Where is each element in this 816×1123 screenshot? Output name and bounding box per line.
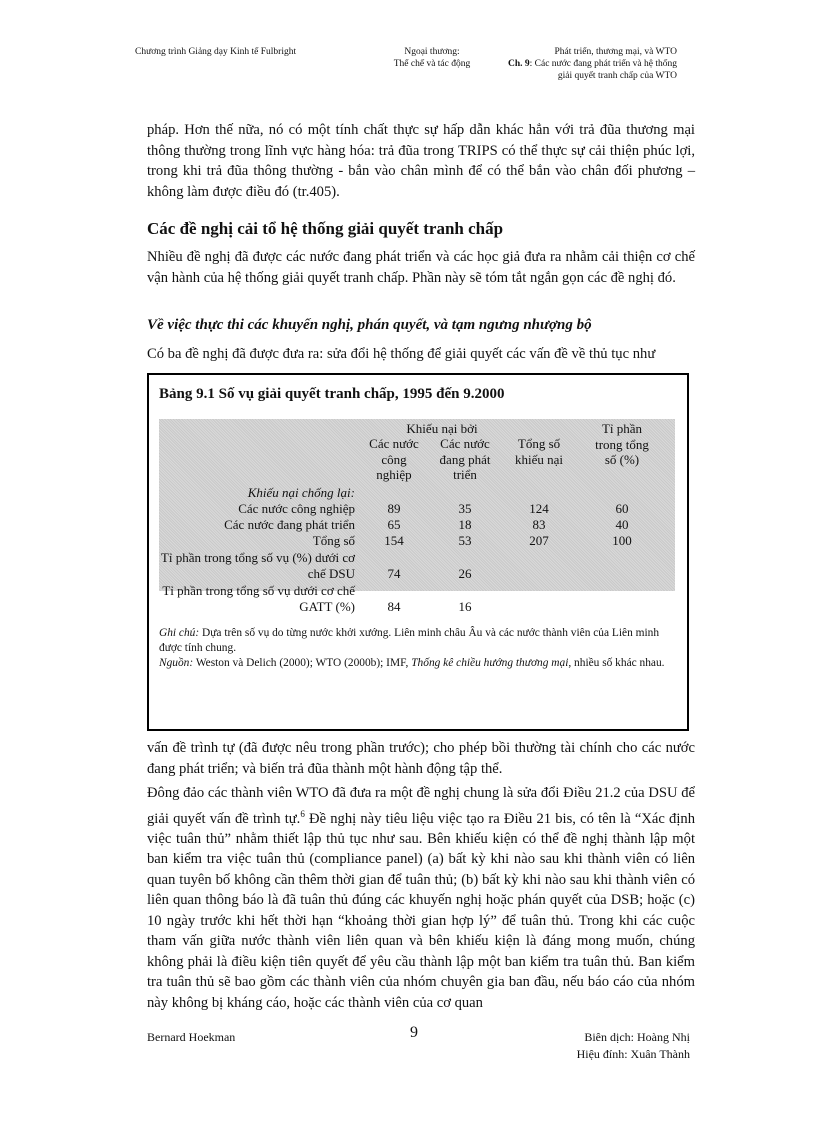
table-cell: 83	[532, 517, 546, 532]
table-row-label: Các nước công nghiệp	[238, 501, 355, 516]
section-title: Các đề nghị cải tổ hệ thống giải quyết tranh chấp	[147, 219, 504, 238]
table-title: Bảng 9.1 Số vụ giải quyết tranh chấp, 1995 đến 9.2000	[159, 386, 505, 402]
chapter-number: Ch. 9	[507, 59, 530, 69]
table-cell: 53	[458, 533, 472, 548]
note-text: Dựa trên số vụ do từng nước khởi xướng. Liên minh châu Âu và các nước thành viên của Liên minh được tính chung.	[159, 627, 660, 654]
table-cell: 154	[384, 533, 404, 548]
table-cell: 65	[387, 517, 401, 532]
note-label: Ghi chú:	[159, 627, 200, 639]
table-cell: 16	[458, 599, 472, 614]
table-cell: 124	[529, 501, 549, 516]
table-col-developing: Các nước đang phát triển	[439, 436, 491, 482]
source-italic: Thống kê chiều hướng thương mại	[411, 657, 569, 669]
table-cell: 84	[387, 599, 401, 614]
table-row-group-label: Khiếu nại chống lại:	[247, 485, 355, 500]
paragraph-5-start: Đông đảo các thành viên WTO đã đưa ra một đề nghị chung là sửa đổi Điều 21.2 của DSU để giải quyết vấn đề trình tự.	[147, 785, 695, 827]
paragraph-5-rest: Đề nghị này tiêu liệu việc tạo ra Điều 21 bis, có tên là “Xác định việc tuân thủ” nhằm thiết lập thủ tục như sau. Bên khiếu kiện có thể đề nghị thành lập một ban kiểm tra việc tuân thủ (compliance panel) (a) bất kỳ khi nào sau khi thành viên có liên quan tuyên bố không cần thêm thời gian để tuân thủ; (b) bất kỳ khi nào sau khi thành viên có liên quan thông báo là đã tuân thủ đúng các khuyến nghị hoặc phán quyết của DSB; hoặc (c) 10 ngày trước khi hết thời hạn “khoảng thời gian hợp lý” để tuân thủ. Trong khi các cuộc tham vấn giữa nước thành viên liên quan và bên khiếu kiện là đáng mong muốn, chúng không phải là điều kiện tiên quyết để yêu cầu thành lập một ban kiểm tra tuân thủ. Ban kiểm tra tuân thủ sẽ bao gồm các thành viên của nhóm chuyên gia ban đầu, nếu báo cáo của nhóm này không bị kháng cáo, hoặc các thành viên của cơ quan	[147, 810, 695, 1011]
table-col-total: Tổng số khiếu nại	[514, 436, 563, 467]
paragraph-2: Nhiều đề nghị đã được các nước đang phát triển và các học giả đưa ra nhằm cải thiện cơ chế vận hành của hệ thống giải quyết tranh chấp. Phần này sẽ tóm tắt ngắn gọn các đề nghị đó.	[147, 249, 695, 286]
table-group-header: Khiếu nại bởi	[406, 421, 478, 436]
source-text-2: , nhiều số khác nhau.	[568, 657, 665, 669]
table-row-label-gatt: Tỉ phần trong tổng số vụ dưới cơ chế GATT (%)	[162, 583, 355, 614]
footer-credits	[530, 1029, 690, 1063]
table-cell: 74	[387, 566, 401, 581]
source-label: Nguồn:	[159, 657, 194, 669]
table-cell: 100	[612, 533, 632, 548]
footnote-ref[interactable]: 6	[300, 808, 305, 819]
table-cell: 89	[387, 501, 401, 516]
table-row-label: Các nước đang phát triển	[224, 517, 355, 532]
header-chapter	[495, 46, 677, 82]
table-cell: 40	[615, 517, 629, 532]
table-row-label: Tổng số	[312, 533, 355, 548]
paragraph-5	[147, 783, 695, 1013]
header-course-line2: Thể chế và tác động	[393, 59, 471, 69]
source-text-1: Weston và Delich (2000); WTO (2000b); IMF,	[193, 657, 412, 669]
header-course	[387, 46, 477, 70]
table-source	[159, 656, 679, 671]
subsection-title: Về việc thực thi các khuyến nghị, phán quyết, và tạm ngưng nhượng bộ	[147, 317, 592, 333]
table-9-1	[147, 373, 689, 731]
header-course-line1: Ngoại thương:	[404, 47, 460, 57]
table-col-industrial: Các nước công nghiệp	[369, 436, 419, 482]
paragraph-3: Có ba đề nghị đã được đưa ra: sửa đổi hệ thống để giải quyết các vấn đề về thủ tục như	[147, 346, 656, 362]
footer-author: Bernard Hoekman	[147, 1030, 236, 1044]
page-number: 9	[410, 1024, 418, 1041]
table-cell: 60	[615, 501, 629, 516]
footer-translator: Biên dịch: Hoàng Nhị	[584, 1030, 690, 1044]
header-chapter-line2	[495, 58, 677, 70]
header-program: Chương trình Giảng dạy Kinh tế Fulbright	[135, 47, 297, 57]
table-row-label-dsu: Tỉ phần trong tổng số vụ (%) dưới cơ chế DSU	[160, 550, 355, 581]
table-col-share: Tỉ phần trong tổng số (%)	[595, 421, 649, 467]
table-note	[159, 626, 679, 656]
header-chapter-line3: giải quyết tranh chấp của WTO	[557, 71, 677, 81]
table-cell: 26	[458, 566, 472, 581]
table-cell: 18	[458, 517, 472, 532]
footer-editor: Hiệu đính: Xuân Thành	[576, 1047, 690, 1061]
chapter-title-part: : Các nước đang phát triển và hệ thống	[529, 59, 677, 69]
table-cell: 207	[529, 533, 549, 548]
paragraph-4: vấn đề trình tự (đã được nêu trong phần trước); cho phép bồi thường tài chính cho các nước đang phát triển; và biến trả đũa thành một hành động tập thể.	[147, 740, 695, 777]
table-cell: 35	[458, 501, 472, 516]
header-chapter-line1: Phát triển, thương mại, và WTO	[554, 47, 677, 57]
paragraph-1: pháp. Hơn thế nữa, nó có một tính chất thực sự hấp dẫn khác hẳn với trả đũa thương mại thông thường trong lĩnh vực hàng hóa: trả đũa trong TRIPS có thể thực sự cải thiện phúc lợi, trong khi trả đũa thông thường - bắn vào chân mình để có thể bắn vào chân đối phương – không làm được điều đó (tr.405).	[147, 122, 695, 200]
